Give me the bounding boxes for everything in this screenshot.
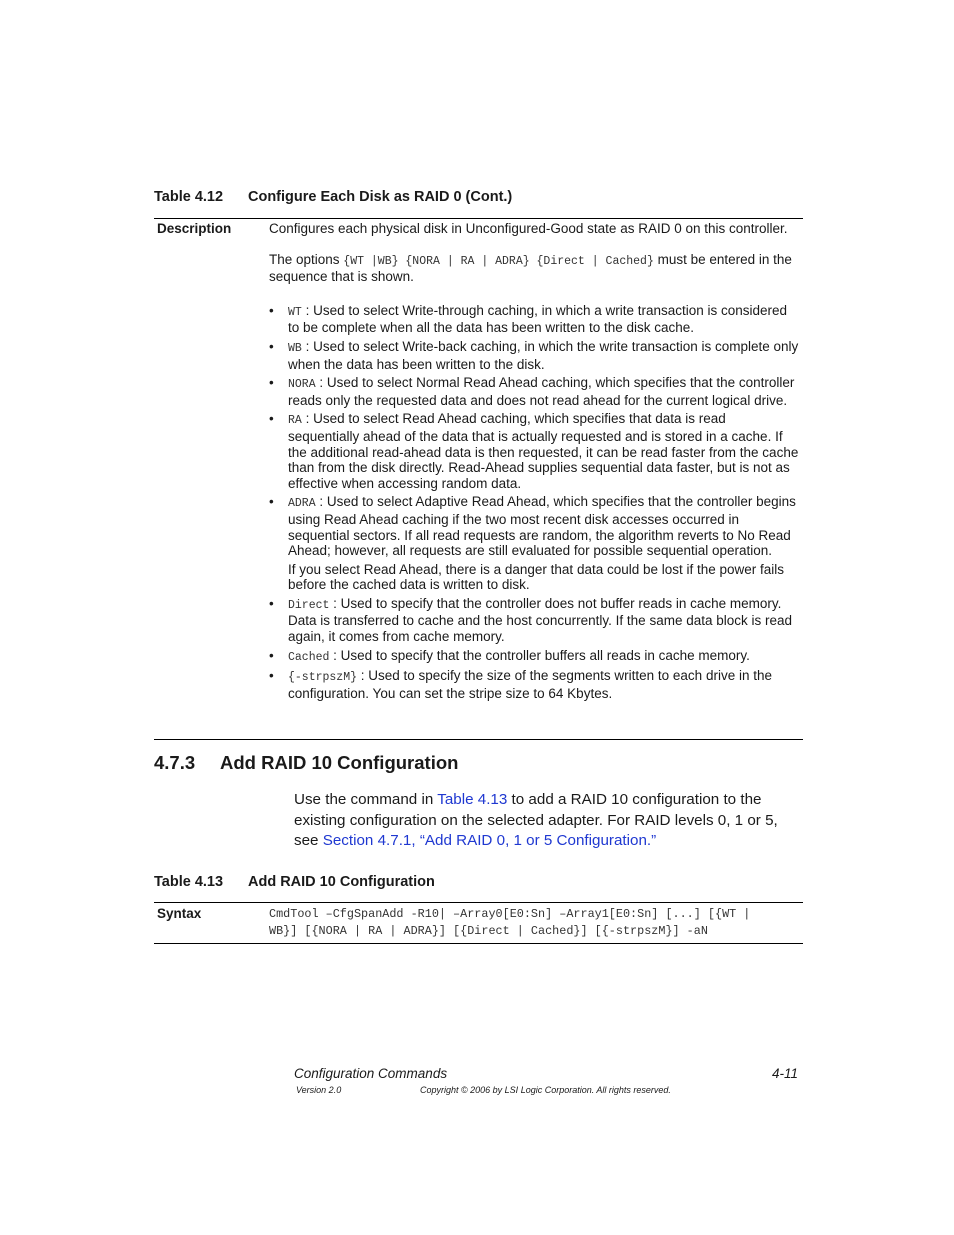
option-code: RA	[288, 414, 302, 428]
list-item	[269, 494, 799, 558]
options-post: must be entered in the sequence that is shown.	[269, 251, 792, 285]
option-text: : Used to select Read Ahead caching, which specifies that data is read sequentially ahead of the data that is actually requested and is stored in a cache. If the additional read-ahead data is then requested, it can be read faster from the cache than from the disk directly. Read-Ahead supplies sequential data faster, but is not as effective when accessing random data.	[288, 411, 799, 491]
option-text: : Used to select Adaptive Read Ahead, which specifies that the controller begins using Read Ahead caching if the two most recent disk accesses occurred in sequential sectors. If all read requests are random, the algorithm reverts to No Read Ahead; however, all requests are still evaluated for possible sequential operation.	[288, 494, 796, 559]
paragraph-text: to add a RAID 10 configuration to the existing configuration on the selected adapter. For RAID levels 0, 1 or 5, see	[294, 791, 778, 849]
table-number: Table 4.12	[154, 189, 224, 205]
section-number: 4.7.3	[154, 752, 196, 773]
syntax-cell	[269, 906, 799, 939]
description-intro: Configures each physical disk in Unconfigured-Good state as RAID 0 on this controller.	[269, 221, 788, 236]
section-heading	[154, 752, 458, 774]
list-item	[269, 303, 799, 336]
options-list-continued	[269, 596, 799, 702]
table-4-13-caption	[154, 874, 435, 890]
options-pre: The options	[269, 251, 344, 267]
option-code: ADRA	[288, 497, 316, 511]
footer-copyright: Copyright © 2006 by LSI Logic Corporation. All rights reserved.	[420, 1085, 671, 1095]
syntax-line: WB}] [{NORA | RA | ADRA}] [{Direct | Cached}] [{-strpszM}] -aN	[269, 923, 708, 938]
section-title: Add RAID 10 Configuration	[220, 752, 459, 773]
paragraph-text: Use the command in	[294, 791, 438, 808]
option-code: Direct	[288, 598, 330, 612]
table-number: Table 4.13	[154, 874, 224, 890]
option-text: : Used to select Write-back caching, in which the write transaction is complete only when the data has been written to the disk.	[288, 338, 799, 372]
option-code: WT	[288, 305, 302, 319]
table-4-12-caption	[154, 189, 512, 205]
section-link[interactable]: Section 4.7.1, “Add RAID 0, 1 or 5 Configuration.”	[322, 832, 657, 849]
table-bottom-rule	[154, 943, 803, 944]
option-text: : Used to specify that the controller does not buffer reads in cache memory. Data is transferred to cache and the host concurrently. If the same data block is read again, it comes from cache memory.	[288, 595, 793, 645]
read-ahead-warning: If you select Read Ahead, there is a danger that data could be lost if the power fails before the cached data is written to disk.	[288, 561, 785, 593]
description-cell	[269, 221, 799, 701]
section-paragraph	[294, 790, 799, 852]
page-number: 4-11	[772, 1066, 799, 1081]
row-label-description: Description	[157, 221, 232, 236]
option-text: : Used to specify the size of the segments written to each drive in the configuration. You can set the stripe size to 64 Kbytes.	[288, 668, 772, 701]
footer-title: Configuration Commands	[294, 1066, 448, 1081]
option-code: NORA	[288, 378, 316, 392]
option-text: : Used to specify that the controller buffers all reads in cache memory.	[329, 647, 750, 663]
table-title: Configure Each Disk as RAID 0 (Cont.)	[248, 189, 513, 205]
list-item	[269, 596, 799, 645]
list-item	[269, 648, 799, 666]
options-list	[269, 303, 799, 559]
list-item	[269, 375, 799, 408]
option-code: WB	[288, 341, 302, 355]
options-paragraph	[269, 252, 799, 285]
syntax-line: CmdTool –CfgSpanAdd -R10| –Array0[E0:Sn] –Array1[E0:Sn] [...] [{WT |	[269, 907, 751, 921]
option-code: {-strpszM}	[288, 671, 358, 685]
footer-version: Version 2.0	[296, 1085, 342, 1095]
table-top-rule	[154, 902, 803, 903]
list-item	[269, 668, 799, 701]
option-code: Cached	[288, 650, 330, 664]
list-item	[269, 339, 799, 372]
table-title: Add RAID 10 Configuration	[248, 874, 435, 890]
row-label-syntax: Syntax	[157, 906, 202, 921]
table-bottom-rule	[154, 739, 803, 740]
options-code: {WT |WB} {NORA | RA | ADRA} {Direct | Cached}	[343, 254, 654, 268]
list-item	[269, 411, 799, 491]
option-text: : Used to select Write-through caching, in which a write transaction is considered to be complete when all the data has been written to the disk cache.	[288, 302, 788, 336]
table-link[interactable]: Table 4.13	[437, 791, 508, 808]
table-top-rule	[154, 218, 803, 219]
option-text: : Used to select Normal Read Ahead caching, which specifies that the controller reads only the requested data and does not read ahead for the current logical drive.	[288, 375, 795, 408]
